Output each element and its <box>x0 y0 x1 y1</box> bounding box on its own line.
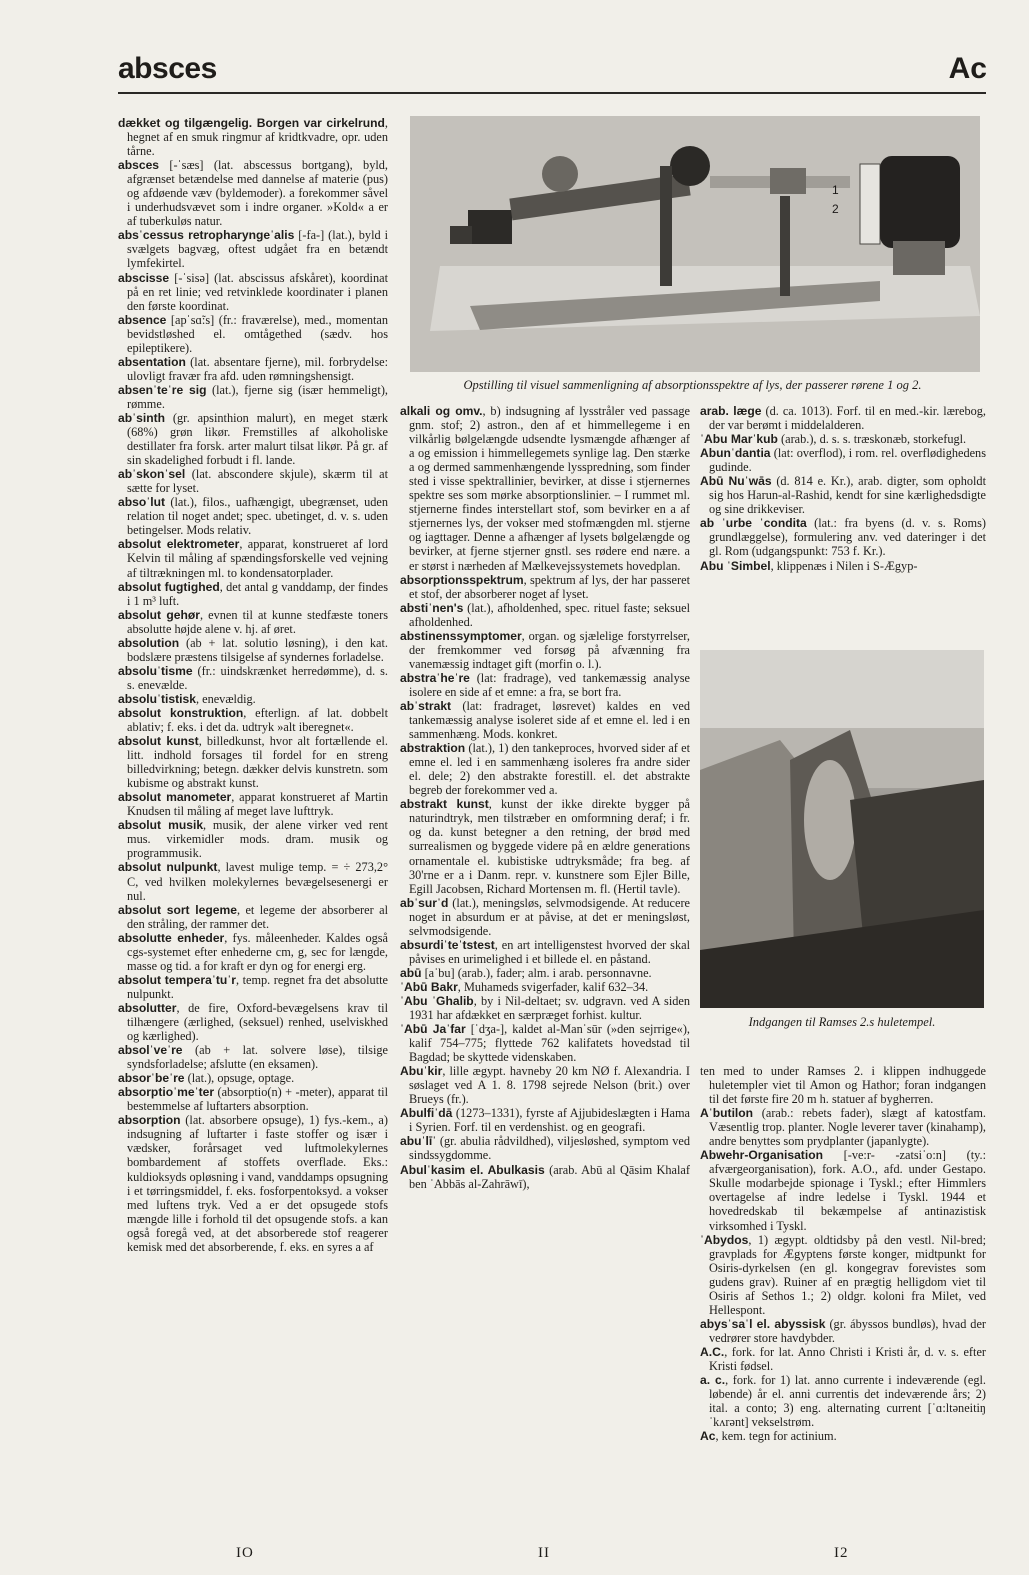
dictionary-entry: abˈsurˈd (lat.), meningsløs, selvmodsigende. At reducere noget in absurdum er at påvise, at det er meningsløst, selvmodsigende. <box>400 895 690 938</box>
page-number-left: IO <box>236 1545 254 1561</box>
dictionary-entry: absorptionsspektrum, spektrum af lys, der har passeret et stof, der absorberer noget af lyset. <box>400 572 690 601</box>
dictionary-entry: absence [apˈsɑ̃:s] (fr.: fraværelse), med., momentan bevidstløshed el. omtågethed (sædv. hos epileptikere). <box>118 312 388 355</box>
dictionary-entry: absolut temperaˈtuˈr, temp. regnet fra det absolutte nulpunkt. <box>118 972 388 1001</box>
dictionary-entry: absorptioˈmeˈter (absorptio(n) + -meter), apparat til bestemmelse af luftarters absorption. <box>118 1085 388 1114</box>
dictionary-entry: absolut kunst, billedkunst, hvor alt fortællende el. litt. indhold forsages til fordel for en streng billedvirkning; betegn. dækker delvis kunstretn. som kubisme og abstrakt kunst. <box>118 734 388 791</box>
dictionary-entry: Abu ˈSimbel, klippenæs i Nilen i S-Ægyp- <box>700 558 918 573</box>
dictionary-entry: Abulˈkasim el. Abulkasis (arab. Abū al Qāsim Khalaf ben ˈAbbās al-Zahrāwī), <box>400 1162 690 1191</box>
page-number-right: I2 <box>834 1545 849 1561</box>
dictionary-entry: abstraktion (lat.), 1) den tankeproces, hvorved sider af et emne el. led i en sammenhæng isoleres fra andre sider el. dele; 2) den abstrakte forestill. el. det abstrakte begreb der forekommer ved a. <box>400 741 690 798</box>
dictionary-entry: abysˈsaˈl el. abyssisk (gr. ábyssos bundløs), hvad der vedrører store havdybder. <box>700 1316 986 1345</box>
dictionary-entry: abˈsinth (gr. apsinthion malurt), en meget stærk (68%) grøn likør. Fremstilles af alkoholiske destillater fra forsk. arter malurt tilsat likør. På gr. af sin skadelighed forbudt i fl. lande. <box>118 410 388 468</box>
column-left <box>118 116 388 1254</box>
figure-caption-temple: Indgangen til Ramses 2.s huletempel. <box>748 1015 936 1029</box>
page-number-middle: II <box>538 1545 550 1561</box>
dictionary-entry: absolut fugtighed, det antal g vanddamp, der findes i 1 m³ luft. <box>118 579 388 608</box>
dictionary-entry: arab. læge (d. ca. 1013). Forf. til en med.-kir. lærebog, der var berømt i middelalderen. <box>700 404 986 433</box>
dictionary-entry: absˈcessus retropharyngeˈalis [-fa-] (lat.), byld i svælgets bagvæg, oftest udgået fra en betændt lymfekirtel. <box>118 228 389 271</box>
dictionary-entry: ten med to under Ramses 2. i klippen indhuggede huletempler viet til Amon og Hathor; foran indgangen til det første fire 20 m h. statuer af bygherren. <box>700 1064 986 1107</box>
dictionary-entry: abū [aˈbu] (arab.), fader; alm. i arab. personnavne. <box>400 965 652 980</box>
dictionary-entry: absoˈlut (lat.), filos., uafhængigt, ubegrænset, uden relation til noget andet; spec. ubetinget, d. v. s. uden betingelser. Mods relativ. <box>118 495 388 538</box>
dictionary-entry: abstrakt kunst, kunst der ikke direkte bygger på naturindtryk, men tilstræber en omformning deraf; i fr. og da. kunst betegner a den retning, der brød med surrealismen og byggede videre på en ældre generations ornamentale el. kubistiske udtryksmåde; fra beg. af 30'rne er a i Danm. repr. v. kunstnere som Ejler Bille, Egill Jacobsen, Richard Mortensen m. fl. (Hertil tavle). <box>400 797 691 896</box>
dictionary-entry: ˈAbu Marˈkub (arab.), d. s. s. træskonæb, storkefugl. <box>700 432 967 447</box>
dictionary-entry: absenˈteˈre sig (lat.), fjerne sig (især hemmeligt), rømme. <box>118 382 388 411</box>
dictionary-entry: Abuˈkir, lille ægypt. havneby 20 km NØ f. Alexandria. I søslaget ved A 1. 8. 1798 sejrede Nelson (brit.) over Brueys (fr.). <box>400 1064 690 1107</box>
dictionary-entry: dækket og tilgængelig. Borgen var cirkelrund, hegnet af en smuk ringmur af kridtkvadre, opr. uden tårne. <box>118 116 388 159</box>
header-first-word: absces <box>118 52 217 85</box>
dictionary-entry: abuˈlīˈ (gr. abulia rådvildhed), viljesløshed, symptom ved sindssygdomme. <box>400 1134 690 1163</box>
dictionary-entry: absolut sort legeme, et legeme der absorberer al den stråling, der rammer det. <box>118 902 388 931</box>
dictionary-entry: absoluˈtistisk, enevældig. <box>118 691 256 706</box>
dictionary-entry: ab ˈurbe ˈcondita (lat.: fra byens (d. v. s. Roms) grundlæggelse), formulering anv. ved dateringer i det gl. Rom (udgangspunkt: 753 f. Kr.). <box>700 516 986 559</box>
dictionary-entry: Abū Nuˈwās (d. 814 e. Kr.), arab. digter, som opholdt sig hos Harun-al-Rashid, kendt for sine kærlighedsdigte og sine drikkeviser. <box>700 474 986 517</box>
dictionary-entry: Ac, kem. tegn for actinium. <box>700 1429 837 1444</box>
dictionary-entry: absolut elektrometer, apparat, konstrueret af lord Kelvin til måling af spændingsforskelle ved vejning af tiltrækningen ml. to kondensatorplader. <box>118 537 388 580</box>
dictionary-entry: absolution (ab + lat. solutio løsning), i den kat. bodslære præstens tilsigelse af syndernes forladelse. <box>118 635 388 664</box>
temple-illustration <box>700 650 984 1008</box>
dictionary-entry: abˈskonˈsel (lat. abscondere skjule), skærm til at sætte for lyset. <box>118 467 388 496</box>
dictionary-entry: absolut musik, musik, der alene virker ved rent mus. virkemidler mods. dram. musik og programmusik. <box>118 818 388 861</box>
dictionary-entry: absolut manometer, apparat konstrueret af Martin Knudsen til måling af meget lave lufttryk. <box>118 790 388 819</box>
dictionary-entry: absolˈveˈre (ab + lat. solvere løse), tilsige syndsforladelse; afslutte (en eksamen). <box>118 1043 388 1072</box>
dictionary-entry: abstraˈheˈre (lat: fradrage), ved tankemæssig analyse isolere en side af et emne: a fra, se bort fra. <box>400 670 690 699</box>
tube-label-2: 2 <box>832 202 839 216</box>
dictionary-entry: Abunˈdantia (lat: overflod), i rom. rel. overflødighedens gudinde. <box>700 446 986 475</box>
dictionary-entry: absoluˈtisme (fr.: uindskrænket herredømme), d. s. s. enevælde. <box>118 663 388 692</box>
column-right-bottom <box>700 1064 986 1443</box>
column-right-top <box>700 404 986 573</box>
dictionary-entry: absentation (lat. absentare fjerne), mil. forbrydelse: ulovligt fravær fra afd. uden rømningshensigt. <box>118 354 388 383</box>
dictionary-entry: ˈAbu ˈGhalib, by i Nil-deltaet; sv. udgravn. ved A siden 1931 har afdækket en særpræget forhist. kultur. <box>400 993 690 1023</box>
dictionary-entry: alkali og omv., b) indsugning af lysstråler ved passage gnm. stof; 2) astron., den af et himmellegeme i en vilkårlig bølgelængde udsendte lysmængde afhænger af a og emission i himmellegemets synlige lag. Den stærke a og dermed sammenhængende lysspredning, som finder sted i visse spektrallinier, bevirker, at disse i stjernernes spektre ses som mørke absorptionslinier. – I rummet ml. stjernerne findes interstellart stof, som bevirker en a af stjernernes lys, der vokser med stofmængden ml. stjerne og iagttager. Denne a afhænger af lysets bølgelængde og bevirker, at fjerne stjerner gnstl. ses rødere end nære. a er størst i nærheden af Mælkevejssystemets hovedplan. <box>400 404 690 573</box>
dictionary-entry: absolutte enheder, fys. måleenheder. Kaldes også cgs-systemet efter enhederne cm, g, sec for længde, masse og tid. a for kraft er dyn og for energi erg. <box>118 930 388 973</box>
dictionary-entry: Aˈbutilon (arab.: rebets fader), slægt af katostfam. Væsentlig trop. planter. Nogle leverer taver (kinahamp), andre benyttes som prydplanter (japanlygte). <box>700 1106 986 1149</box>
dictionary-entry: ˈAbydos, 1) ægypt. oldtidsby på den vestl. Nil-bred; gravplads for Ægyptens første konger, midtpunkt for Osiris-dyrkelsen (en gl. kongegrav forevistes som gudens grav). Ruiner af en prægtig helligdom viet til Osiris af Sethos 1.; 2) oldgr. koloni fra Milet, ved Hellespont. <box>700 1232 986 1317</box>
dictionary-entry: ˈAbū Jaˈfar [ˈdʒa-], kaldet al-Manˈsūr (»den sejrrige«), kalif 754–775; flyttede 762 kalifatets hovedstad til Bagdad; be skyttede videnskaben. <box>400 1022 690 1065</box>
dictionary-entry: a. c., fork. for 1) lat. anno currente i indeværende (egl. løbende) år el. anni currentis det indeværende års; 2) ital. a conto; 3) eng. alternating current [ˈɑ:ltəneitiŋ ˈkʌrənt] vekselstrøm. <box>700 1373 986 1430</box>
dictionary-entry: absolut gehør, evnen til at kunne stedfæste toners absolutte højde alene v. hj. af øret. <box>118 607 388 636</box>
dictionary-entry: absorption (lat. absorbere opsuge), 1) fys.-kem., a) indsugning af luftarter i faste stoffer og især i vædsker, forårsaget ved luftmolekylernes bombardement af stoffets overflade. Eks.: kuldioksyds opløsning i vand, vanddamps opsugning i et tørringsmiddel, f. eks. fosforpentoksyd. a vokser med luftens tryk. Ved a er det opsugede stofs mængde lille i forhold til det opsugende stofs. a kan også foregå ved, at det absorberede stof reagerer kemisk med det absorberende, f. eks. en syres a af <box>118 1113 388 1254</box>
dictionary-entry: A.C., fork. for lat. Anno Christi i Kristi år, d. v. s. efter Kristi fødsel. <box>700 1344 986 1373</box>
dictionary-entry: absolut konstruktion, efterlign. af lat. dobbelt ablativ; f. eks. i det da. udtryk »alt iberegnet«. <box>118 705 388 735</box>
header-last-word: Ac <box>948 52 987 85</box>
dictionary-entry: absolut nulpunkt, lavest mulige temp. = ÷ 273,2° C, ved hvilken molekylernes bevægelsesenergi er nul. <box>118 860 388 903</box>
dictionary-entry: abstiˈnen's (lat.), afholdenhed, spec. rituel faste; seksuel afholdenhed. <box>400 600 690 629</box>
header-rule <box>118 92 986 94</box>
dictionary-entry: ˈAbū Bakr, Muhameds svigerfader, kalif 632–34. <box>400 979 649 994</box>
dictionary-entry: absurdiˈteˈtstest, en art intelligenstest hvorved der skal påvises en urimelighed i et billede el. en påstand. <box>400 937 690 966</box>
dictionary-entry: absolutter, de fire, Oxford-bevægelsens krav til tilhængere (ærlighed, (seksuel) renhed, uselviskhed og kærlighed). <box>118 1000 388 1044</box>
spectrometer-illustration <box>410 116 980 372</box>
dictionary-entry: abˈstrakt (lat: fradraget, løsrevet) kaldes en ved tankemæssig analyse isoleret side af et emne el. led i en sammenhæng. Mods. konkret. <box>400 698 690 742</box>
dictionary-entry: abstinenssymptomer, organ. og sjælelige forstyrrelser, der fremkommer ved forsøg på afvænning fra vanemæssig indtaget gift (morfin o. l.). <box>400 628 690 671</box>
dictionary-entry: Abulfiˈdā (1273–1331), fyrste af Ajjubideslægten i Hama i Syrien. Forf. til en verdenshist. og en geografi. <box>400 1106 690 1135</box>
dictionary-entry: absorˈbeˈre (lat.), opsuge, optage. <box>118 1071 295 1086</box>
dictionary-entry: absces [-ˈsæs] (lat. abscessus bortgang), byld, afgrænset betændelse med dannelse af materie (pus) og afdøende væv (byldemoder). a forekommer såvel i underhudsvævet som i indre organer. »Kold« a er af tuberkuløs natur. <box>118 158 388 229</box>
dictionary-entry: Abwehr-Organisation [-ve:r- -zatsiˈo:n] (ty.: afværgeorganisation), fork. A.O., afd. under Gestapo. Skulle modarbejde spionage i Tyskl.; efter Himmlers overtagelse af indre ledelse i Tyskl. 1944 et hovedredskab til bekæmpelse af antinazistisk virksomhed i Tyskl. <box>700 1148 986 1233</box>
figure-spectrometer-photo <box>410 116 980 372</box>
dictionary-entry: abscisse [-ˈsisə] (lat. abscissus afskåret), koordinat på en ret linie; ved retvinklede koordinater i planen den første koordinat. <box>118 270 388 313</box>
column-middle <box>400 404 690 1191</box>
figure-ramses-temple-photo <box>700 650 984 1008</box>
tube-label-1: 1 <box>832 183 839 197</box>
figure-caption-spectrometer: Opstilling til visuel sammenligning af absorptionsspektre af lys, der passerer rørene 1 og 2. <box>463 378 922 392</box>
